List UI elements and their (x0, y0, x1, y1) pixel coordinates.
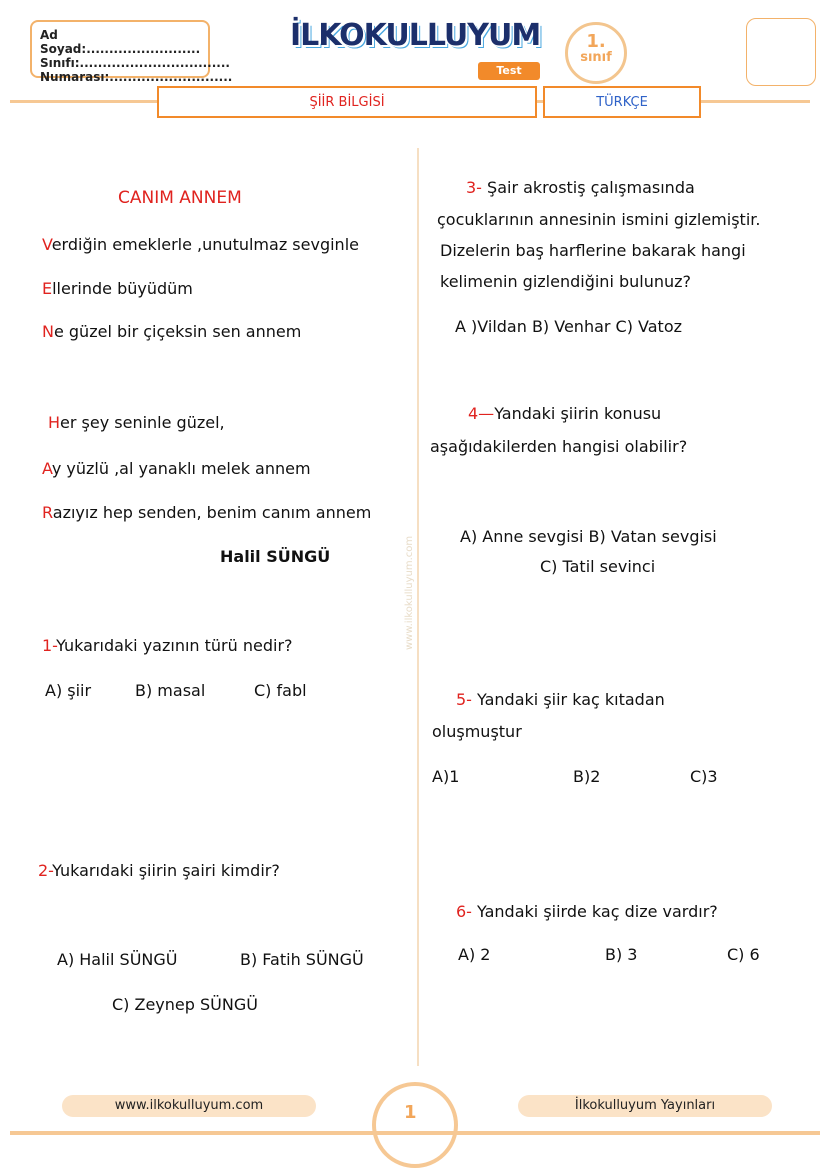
q3-options: A )Vildan B) Venhar C) Vatoz (455, 317, 683, 336)
score-box (746, 18, 816, 86)
poem-line-1 (42, 235, 359, 255)
poem-author: Halil SÜNGÜ (220, 547, 331, 566)
question-6 (456, 902, 718, 922)
question-number: 2- (38, 861, 53, 880)
column-divider (417, 148, 419, 1066)
grade-word: sınıf (580, 50, 612, 65)
poem-line-5 (42, 459, 311, 479)
acrostic-letter: H (48, 413, 61, 432)
poem-line-6 (42, 503, 371, 523)
poem-line-text: llerinde büyüdüm (52, 279, 193, 298)
acrostic-letter: R (42, 503, 53, 522)
question-text: Yandaki şiirin konusu (494, 404, 662, 423)
question-2 (38, 861, 280, 881)
q6-option-c: C) 6 (727, 945, 760, 964)
question-number: 3- (466, 178, 482, 197)
acrostic-letter: A (42, 459, 52, 478)
q2-option-c: C) Zeynep SÜNGÜ (112, 995, 258, 1014)
footer-publisher: İlkokulluyum Yayınları (518, 1095, 772, 1117)
poem-line-text: erdiğin emeklerle ,unutulmaz sevginle (51, 235, 359, 254)
grade-badge (565, 22, 627, 84)
footer-divider (10, 1131, 820, 1135)
footer-website: www.ilkokulluyum.com (62, 1095, 316, 1117)
watermark (404, 386, 415, 650)
site-logo (290, 18, 548, 64)
q3-line-3: Dizelerin baş harflerine bakarak hangi (440, 241, 746, 260)
logo-text: İLKOKULLUYUM (290, 18, 541, 53)
topic-label: ŞİİR BİLGİSİ (157, 86, 537, 118)
class-field-label: Sınıfı:................................. (40, 56, 230, 70)
question-text: Yandaki şiir kaç kıtadan (471, 690, 665, 709)
test-badge: Test (478, 62, 540, 80)
q5-option-a: A)1 (432, 767, 460, 786)
poem-line-4 (48, 413, 225, 433)
acrostic-letter: V (42, 235, 52, 254)
acrostic-letter: E (42, 279, 53, 298)
acrostic-letter: N (42, 322, 54, 341)
name-field-label: Ad Soyad:......................... (40, 28, 201, 56)
question-5 (456, 690, 665, 710)
grade-number: 1. (586, 31, 606, 52)
q3-line-4: kelimenin gizlendiğini bulunuz? (440, 272, 692, 291)
poem-line-2 (42, 279, 193, 299)
question-1 (42, 636, 293, 656)
poem-line-text: er şey seninle güzel, (60, 413, 225, 432)
student-info-box (30, 20, 233, 84)
poem-line-text: e güzel bir çiçeksin sen annem (53, 322, 302, 341)
question-text: Şair akrostiş çalışmasında (481, 178, 695, 197)
subject-label: TÜRKÇE (543, 86, 701, 118)
page-number: 1 (404, 1102, 417, 1123)
q6-option-b: B) 3 (605, 945, 638, 964)
poem-line-text: azıyız hep senden, benim canım annem (52, 503, 372, 522)
poem-line-3 (42, 322, 301, 342)
q6-option-a: A) 2 (458, 945, 491, 964)
q3-line-2: çocuklarının annesinin ismini gizlemiştir. (437, 210, 761, 229)
q1-option-c: C) fabl (254, 681, 307, 700)
page-number-circle (372, 1082, 458, 1168)
question-text: Yukarıdaki şiirin şairi kimdir? (52, 861, 280, 880)
q1-option-b: B) masal (135, 681, 206, 700)
poem-line-text: y yüzlü ,al yanaklı melek annem (51, 459, 311, 478)
question-number: 5- (456, 690, 472, 709)
question-number: 1- (42, 636, 57, 655)
number-field-label: Numarası:........................... (40, 70, 233, 84)
q5-option-c: C)3 (690, 767, 718, 786)
watermark-text: www.ilkokulluyum.com (404, 535, 415, 650)
question-text: Yukarıdaki yazının türü nedir? (56, 636, 293, 655)
q1-option-a: A) şiir (45, 681, 92, 700)
q4-options-ab: A) Anne sevgisi B) Vatan sevgisi (460, 527, 717, 546)
q2-option-b: B) Fatih SÜNGÜ (240, 950, 364, 969)
q2-option-a: A) Halil SÜNGÜ (57, 950, 178, 969)
question-number: 4— (468, 404, 495, 423)
question-3 (466, 178, 695, 198)
poem-title: CANIM ANNEM (118, 188, 242, 208)
question-number: 6- (456, 902, 472, 921)
q5-line-2: oluşmuştur (432, 722, 522, 741)
q5-option-b: B)2 (573, 767, 601, 786)
q4-option-c: C) Tatil sevinci (540, 557, 656, 576)
question-text: Yandaki şiirde kaç dize vardır? (471, 902, 718, 921)
q4-line-2: aşağıdakilerden hangisi olabilir? (430, 437, 688, 456)
question-4 (468, 404, 661, 424)
